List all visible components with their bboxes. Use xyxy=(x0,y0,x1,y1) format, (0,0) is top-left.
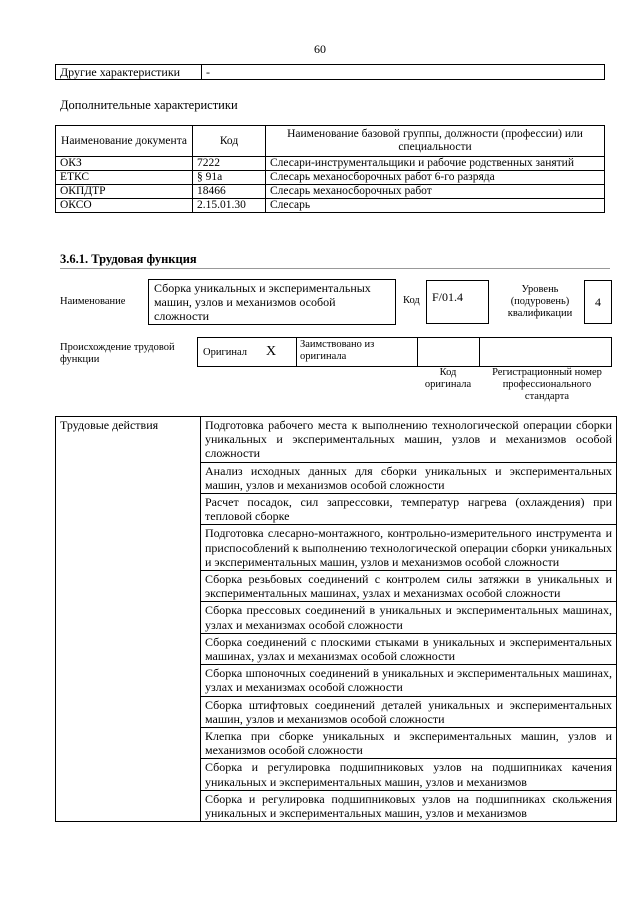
row-group: Слесарь механосборочных работ xyxy=(266,185,605,199)
registration-label: Регистрационный номер профессионального стандарта xyxy=(492,367,602,402)
labor-action-item: Анализ исходных данных для сборки уникальных и экспериментальных машин, узлов и механизмов особой сложности xyxy=(201,462,617,493)
additional-characteristics-table xyxy=(55,125,605,213)
name-label: Наименование xyxy=(60,296,126,307)
code-label: Код xyxy=(403,295,420,306)
table-row xyxy=(56,157,605,171)
labor-action-item: Сборка соединений с плоскими стыками в уникальных и экспериментальных машинах, узлах и механизмах особой сложности xyxy=(201,633,617,664)
row-group: Слесарь xyxy=(266,199,605,213)
row-code: 18466 xyxy=(193,185,266,199)
row-document: ОКСО xyxy=(56,199,193,213)
origin-label: Происхождение трудовой функции xyxy=(60,342,175,365)
row-group: Слесари-инструментальщики и рабочие родственных занятий xyxy=(266,157,605,171)
header-group: Наименование базовой группы, должности (профессии) или специальности xyxy=(266,126,605,157)
code-original-label: Код оригинала xyxy=(424,367,472,390)
level-value: 4 xyxy=(584,280,612,324)
labor-action-item: Расчет посадок, сил запрессовки, температур нагрева (охлаждения) при тепловой сборке xyxy=(201,494,617,525)
other-characteristics-label: Другие характеристики xyxy=(56,65,202,80)
original-mark: X xyxy=(266,344,277,359)
row-document: ЕТКС xyxy=(56,171,193,185)
page-number: 60 xyxy=(314,42,326,56)
labor-action-item: Сборка прессовых соединений в уникальных и экспериментальных машинах, узлах и механизмах особой сложности xyxy=(201,602,617,633)
row-code: 2.15.01.30 xyxy=(193,199,266,213)
row-document: ОКПДТР xyxy=(56,185,193,199)
additional-characteristics-title: Дополнительные характеристики xyxy=(60,98,238,112)
other-characteristics-value: - xyxy=(202,65,605,80)
other-characteristics-table xyxy=(55,64,605,80)
labor-actions-label: Трудовые действия xyxy=(56,417,201,822)
labor-function-title: 3.6.1. Трудовая функция xyxy=(60,252,197,266)
labor-action-item: Сборка и регулировка подшипниковых узлов на подшипниках скольжения уникальных и экспериментальных машин, узлов и механизмов xyxy=(201,790,617,821)
row-code: 7222 xyxy=(193,157,266,171)
labor-action-item: Сборка шпоночных соединений в уникальных и экспериментальных машинах, узлах и механизмах особой сложности xyxy=(201,665,617,696)
registration-box xyxy=(479,337,612,367)
table-row xyxy=(56,199,605,213)
row-document: ОКЗ xyxy=(56,157,193,171)
borrowed-label: Заимствовано из оригинала xyxy=(300,339,375,362)
row-code: § 91а xyxy=(193,171,266,185)
title-divider xyxy=(60,268,610,269)
labor-action-item: Клепка при сборке уникальных и экспериментальных машин, узлов и механизмов особой сложности xyxy=(201,728,617,759)
labor-action-item: Сборка резьбовых соединений с контролем силы затяжки в уникальных и экспериментальных машинах, узлах и механизмах особой сложности xyxy=(201,571,617,602)
labor-action-item: Сборка штифтовых соединений деталей уникальных и экспериментальных машин, узлов и механизмов особой сложности xyxy=(201,696,617,727)
function-code-value: F/01.4 xyxy=(426,280,489,324)
level-label: Уровень (подуровень) квалификации xyxy=(507,284,573,319)
labor-action-item: Сборка и регулировка подшипниковых узлов на подшипниках качения уникальных и экспериментальных машин, узлов и механизмов xyxy=(201,759,617,790)
table-row xyxy=(56,171,605,185)
original-label: Оригинал xyxy=(203,347,247,358)
code-original-box xyxy=(417,337,480,367)
function-name-value: Сборка уникальных и экспериментальных машин, узлов и механизмов особой сложности xyxy=(148,279,396,325)
labor-action-item: Подготовка слесарно-монтажного, контрольно-измерительного инструмента и приспособлений к выполнению технологической операции сборки уникальных и экспериментальных машин, узлов и механизмов особой сложности xyxy=(201,525,617,571)
header-document: Наименование документа xyxy=(56,126,193,157)
header-code: Код xyxy=(193,126,266,157)
labor-actions-table xyxy=(55,416,617,822)
labor-action-item: Подготовка рабочего места к выполнению технологической операции сборки уникальных и экспериментальных машин, узлов и механизмов особой сложности xyxy=(201,417,617,463)
row-group: Слесарь механосборочных работ 6-го разряда xyxy=(266,171,605,185)
table-row xyxy=(56,185,605,199)
